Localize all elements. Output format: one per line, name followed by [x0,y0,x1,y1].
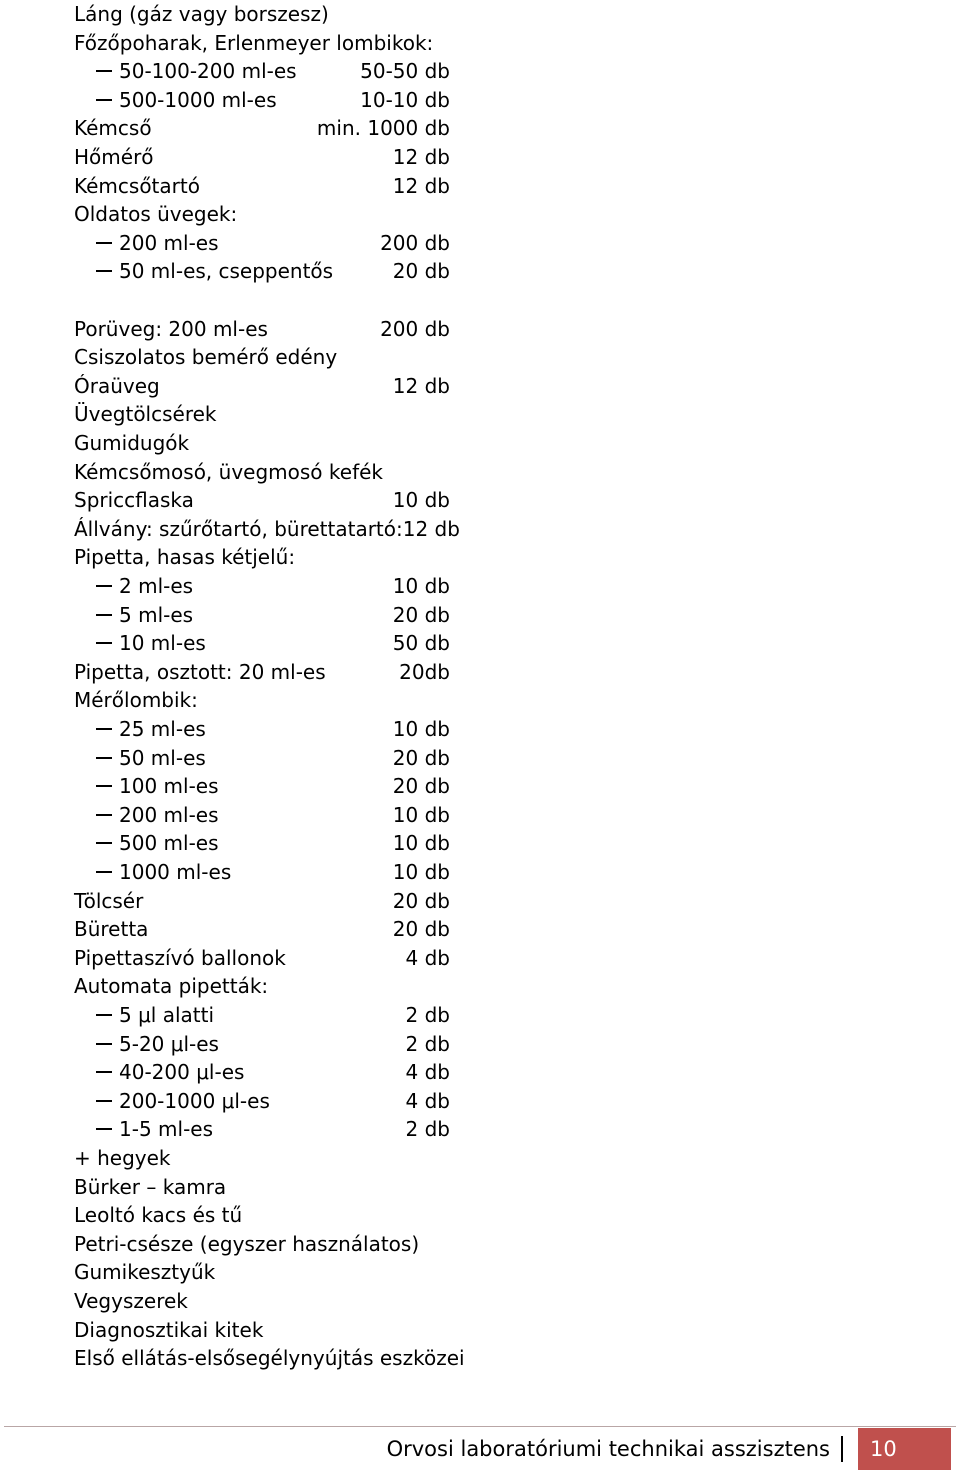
item-label: Hőmérő [74,145,154,169]
item-label: Óraüveg [74,374,160,398]
item-label: Tölcsér [74,889,144,913]
item-label: Kémcső [74,116,152,140]
item-quantity: 20 db [392,746,450,770]
item-label: Spriccflaska [74,488,194,512]
item-label: 200 ml-es [119,803,219,827]
dash-bullet [96,70,112,72]
dash-bullet [96,1100,112,1102]
dash-bullet [96,642,112,644]
list-subitem [0,229,960,257]
item-quantity: 20db [399,660,450,684]
item-quantity: 4 db [405,946,450,970]
list-item [0,315,960,343]
item-label: 5-20 μl-es [119,1032,219,1056]
dash-bullet [96,270,112,272]
item-label: 1-5 ml-es [119,1117,214,1141]
item-label: Kémcsőmosó, üvegmosó kefék [74,460,383,484]
list-item [0,686,960,714]
list-item [0,200,960,228]
list-item [0,658,960,686]
item-label: Csiszolatos bemérő edény [74,345,338,369]
list-item [0,515,960,543]
list-item [0,543,960,571]
item-label: 5 μl alatti [119,1003,215,1027]
footer-title: Orvosi laboratóriumi technikai asszisztens [386,1437,830,1461]
item-label: Porüveg: 200 ml-es [74,317,268,341]
list-item [0,915,960,943]
list-subitem [0,1058,960,1086]
dash-bullet [96,1014,112,1016]
list-subitem [0,629,960,657]
list-item [0,1201,960,1229]
item-quantity: 200 db [380,231,450,255]
item-label: Pipetta, hasas kétjelű: [74,545,296,569]
list-subitem [0,1115,960,1143]
item-quantity: 2 db [405,1117,450,1141]
item-label: 1000 ml-es [119,860,232,884]
item-quantity: 2 db [405,1032,450,1056]
item-label: 5 ml-es [119,603,194,627]
item-quantity: 10 db [392,574,450,598]
item-quantity: min. 1000 db [316,116,450,140]
list-item [0,458,960,486]
item-quantity: 10 db [392,488,450,512]
list-item [0,343,960,371]
item-label: 2 ml-es [119,574,194,598]
list-item [0,172,960,200]
footer-separator [841,1436,843,1462]
list-item [0,29,960,57]
item-label: 500-1000 ml-es [119,88,277,112]
list-item [0,372,960,400]
item-quantity: 20 db [392,603,450,627]
item-label: Leoltó kacs és tű [74,1203,243,1227]
item-label: Diagnosztikai kitek [74,1318,264,1342]
item-quantity: 20 db [392,259,450,283]
list-subitem [0,858,960,886]
dash-bullet [96,585,112,587]
list-item [0,114,960,142]
dash-bullet [96,614,112,616]
item-label: 500 ml-es [119,831,219,855]
list-item [0,1144,960,1172]
item-label: 200 ml-es [119,231,219,255]
item-label: 25 ml-es [119,717,206,741]
item-label: Vegyszerek [74,1289,188,1313]
dash-bullet [96,1128,112,1130]
item-label: 100 ml-es [119,774,219,798]
item-label: Oldatos üvegek: [74,202,238,226]
dash-bullet [96,728,112,730]
item-quantity: 4 db [405,1060,450,1084]
list-item [0,429,960,457]
list-subitem [0,744,960,772]
item-label: Üvegtölcsérek [74,402,217,426]
item-quantity: 10 db [392,803,450,827]
list-subitem [0,1001,960,1029]
list-subitem [0,572,960,600]
list-subitem [0,801,960,829]
list-item [0,887,960,915]
list-subitem [0,1087,960,1115]
list-item [0,944,960,972]
list-subitem [0,829,960,857]
footer-divider [4,1426,956,1427]
item-label: Pipettaszívó ballonok [74,946,286,970]
list-subitem [0,601,960,629]
list-item [0,143,960,171]
dash-bullet [96,785,112,787]
item-label: Automata pipetták: [74,974,269,998]
dash-bullet [96,1071,112,1073]
item-quantity: 50 db [392,631,450,655]
page-number: 10 [858,1428,951,1470]
item-label: 50 ml-es, cseppentős [119,259,334,283]
dash-bullet [96,814,112,816]
dash-bullet [96,1043,112,1045]
item-quantity: 20 db [392,774,450,798]
item-quantity: 10 db [392,831,450,855]
item-label: Gumikesztyűk [74,1260,216,1284]
item-quantity: 20 db [392,917,450,941]
item-quantity: 50-50 db [360,59,450,83]
list-item [0,1287,960,1315]
item-quantity: 12 db [392,174,450,198]
item-quantity: 10 db [392,860,450,884]
item-label: 40-200 μl-es [119,1060,245,1084]
item-label: Petri-csésze (egyszer használatos) [74,1232,420,1256]
list-item [0,972,960,1000]
list-item [0,0,960,28]
list-subitem [0,57,960,85]
item-label: Bürker – kamra [74,1175,227,1199]
item-label: Főzőpoharak, Erlenmeyer lombikok: [74,31,434,55]
item-label: 10 ml-es [119,631,206,655]
item-label: Mérőlombik: [74,688,198,712]
list-item [0,486,960,514]
item-label: Pipetta, osztott: 20 ml-es [74,660,326,684]
dash-bullet [96,842,112,844]
list-item [0,1173,960,1201]
list-item [0,400,960,428]
item-label: 50 ml-es [119,746,206,770]
dash-bullet [96,242,112,244]
list-item [0,1230,960,1258]
item-quantity: 10 db [392,717,450,741]
item-label: + hegyek [74,1146,171,1170]
list-subitem [0,772,960,800]
item-quantity: 10-10 db [360,88,450,112]
item-label: Első ellátás-elsősegélynyújtás eszközei [74,1346,465,1370]
list-subitem [0,257,960,285]
dash-bullet [96,757,112,759]
item-quantity: 2 db [405,1003,450,1027]
list-item [0,1344,960,1372]
item-label: Állvány: szűrőtartó, bürettatartó:12 db [74,517,460,541]
item-quantity: 12 db [392,374,450,398]
item-label: Gumidugók [74,431,190,455]
item-label: 200-1000 μl-es [119,1089,270,1113]
item-quantity: 200 db [380,317,450,341]
item-label: Kémcsőtartó [74,174,200,198]
list-subitem [0,1030,960,1058]
list-subitem [0,715,960,743]
dash-bullet [96,99,112,101]
list-item [0,1258,960,1286]
dash-bullet [96,871,112,873]
list-subitem [0,86,960,114]
item-label: Büretta [74,917,149,941]
list-item [0,1316,960,1344]
item-quantity: 20 db [392,889,450,913]
item-label: 50-100-200 ml-es [119,59,297,83]
item-quantity: 4 db [405,1089,450,1113]
item-label: Láng (gáz vagy borszesz) [74,2,329,26]
item-quantity: 12 db [392,145,450,169]
